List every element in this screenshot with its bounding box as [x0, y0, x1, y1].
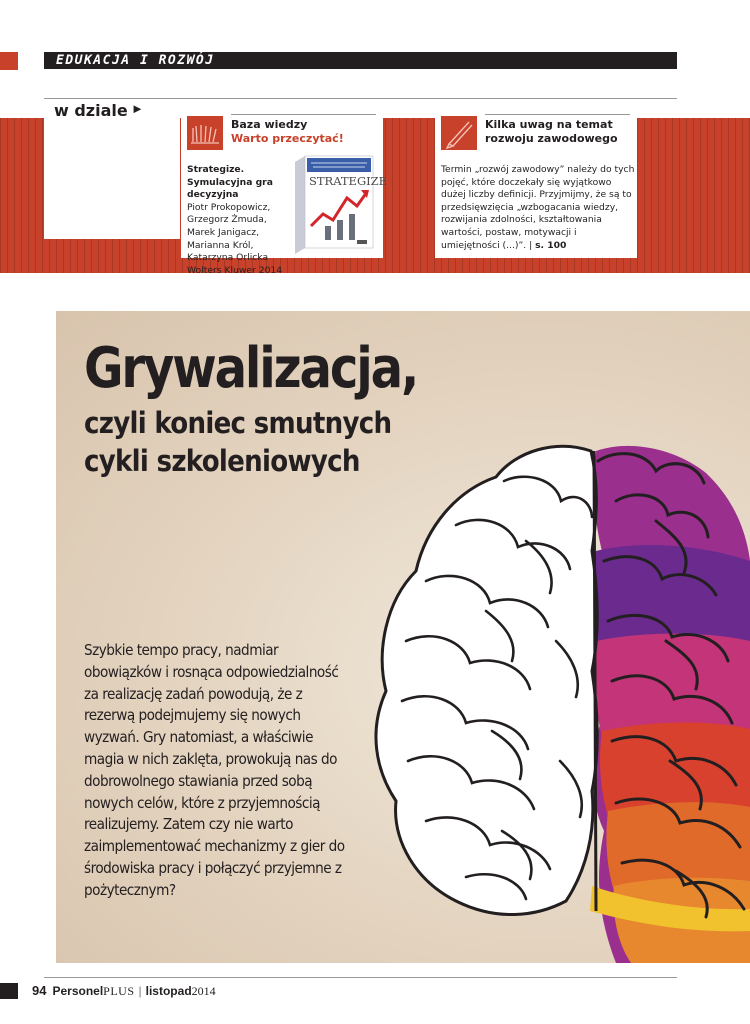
book-description	[187, 164, 291, 277]
book-authors: Piotr Prokopowicz, Grzegorz Żmuda, Marek Janigacz, Marianna Król, Katarzyna Orlicka	[187, 201, 271, 264]
page-number: 94	[32, 983, 47, 998]
card-title-text: Baza wiedzy	[231, 118, 308, 131]
brain-left-hemisphere	[376, 446, 597, 914]
footer-divider	[44, 977, 677, 978]
card-divider	[485, 114, 630, 115]
book-title: Strategize. Symulacyjna gra decyzyjna	[187, 164, 273, 201]
article-lead: Szybkie tempo pracy, nadmiar obowiązków i rosnąca odpowiedzialność za realizację zadań powodują, że z rezerwą podejmujemy się nowych wyzwań. Gry natomiast, a właściwie magia w nich zaklęta, prowokują nas do dobrowolnego stawiania przed sobą nowych celów, które z przyjemnością realizujemy. Zatem czy nie warto zaimplementować mechanizmy z gier do środowiska pracy i połączyć przyjemne z pożytecznym?	[84, 641, 345, 899]
footer-separator: |	[138, 984, 142, 998]
card-title	[231, 118, 381, 146]
section-tab-marker	[0, 52, 18, 70]
footer-tab-marker	[0, 983, 18, 999]
issue-month: listopad	[145, 984, 192, 998]
card-excerpt-text: Termin „rozwój zawodowy” należy do tych pojęć, które doczekały się wyjątkowo dużej liczby definicji. Przyjmijmy, że są to przedsięwzięcia „wzbogacania wiedzy, rozwijania zdolności, kształtowania wartości, postaw, motywacji i umiejętności (...)”. |	[441, 164, 635, 251]
card-title: Kilka uwag na temat rozwoju zawodowego	[485, 118, 618, 145]
article-subtitle	[84, 404, 391, 480]
article-subtitle-line1: czyli koniec smutnych	[84, 406, 392, 440]
card-knowledge-base[interactable]	[181, 104, 388, 276]
book-cover-title: STRATEGIZE	[309, 174, 388, 188]
page-footer	[32, 983, 216, 999]
in-section-box	[44, 99, 180, 239]
book-cover-image	[295, 154, 388, 254]
card-professional-development[interactable]	[435, 104, 637, 258]
article-title: Grywalizacja,	[84, 336, 418, 401]
article-subtitle-line2: cykli szkoleniowych	[84, 444, 360, 478]
book-publisher: Wolters Kluwer 2014	[187, 264, 283, 276]
section-title: EDUKACJA I ROZWÓJ	[56, 53, 215, 68]
issue-year: 2014	[191, 984, 216, 998]
card-subtitle: Warto przeczytać!	[231, 132, 344, 145]
books-icon	[187, 116, 223, 150]
page-reference-link[interactable]: s. 100	[535, 239, 567, 251]
card-excerpt	[441, 164, 635, 252]
arrow-right-icon: ►	[131, 101, 144, 116]
publication-name-a: Personel	[52, 984, 104, 998]
card-divider	[231, 114, 376, 115]
in-section-label: w dziale	[54, 101, 128, 120]
publication-name-b: PLUS	[103, 984, 135, 998]
brain-right-hemisphere	[590, 446, 750, 963]
pen-icon	[441, 116, 477, 150]
